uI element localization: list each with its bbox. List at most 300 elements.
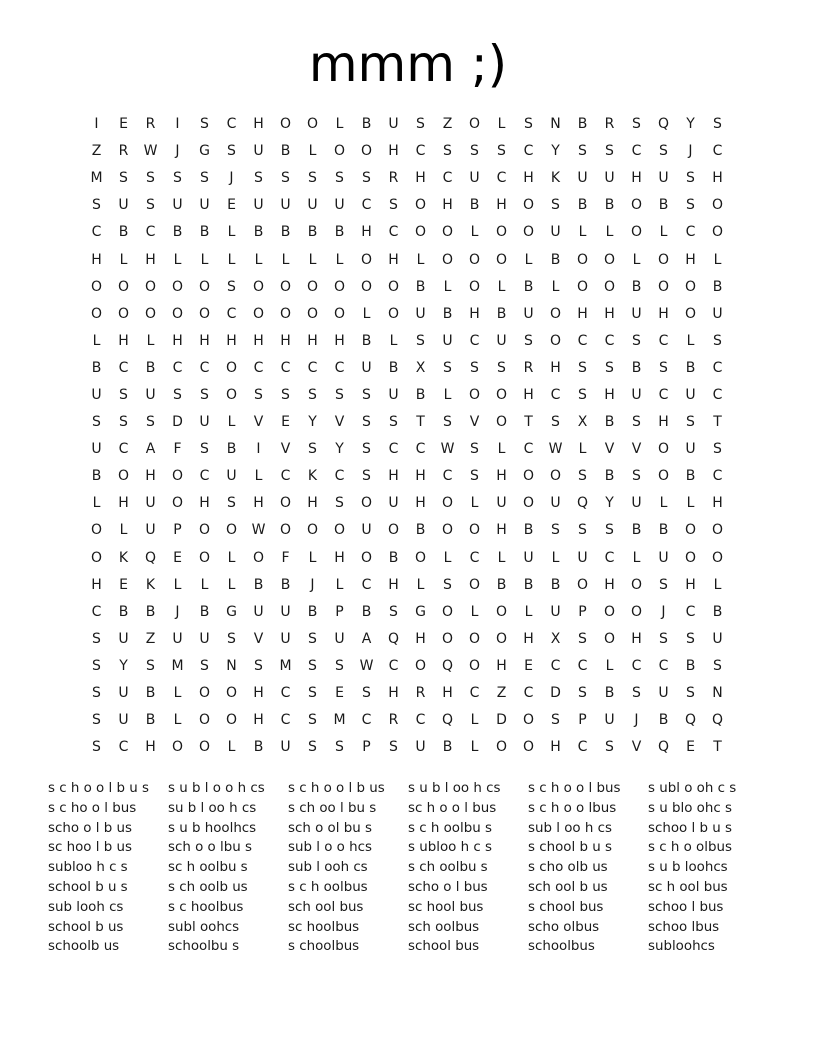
grid-letter: O (198, 278, 211, 295)
grid-letter: V (280, 441, 291, 458)
grid-letter: O (414, 197, 427, 214)
grid-letter: H (712, 170, 723, 187)
grid-letter: O (387, 522, 400, 539)
grid-letter: S (119, 170, 128, 187)
grid-letter: L (362, 305, 371, 322)
grid-letter: U (469, 170, 480, 187)
grid-letter: M (90, 170, 103, 187)
grid-letter: C (388, 657, 399, 674)
grid-letter: O (198, 522, 211, 539)
word-list-item: sch oolbus (408, 919, 480, 935)
grid-letter: O (90, 278, 103, 295)
grid-letter: O (657, 251, 670, 268)
grid-letter: S (308, 712, 317, 729)
grid-letter: L (254, 251, 263, 268)
grid-letter: L (173, 685, 182, 702)
grid-letter: H (631, 170, 642, 187)
grid-letter: L (119, 522, 128, 539)
grid-letter: S (281, 170, 290, 187)
grid-letter: U (145, 386, 156, 403)
grid-letter: O (522, 712, 535, 729)
grid-letter: B (199, 603, 210, 620)
grid-letter: C (604, 549, 615, 566)
grid-letter: U (118, 712, 129, 729)
grid-letter: L (227, 549, 236, 566)
grid-letter: S (308, 441, 317, 458)
grid-letter: S (632, 116, 641, 133)
grid-letter: O (414, 224, 427, 241)
grid-letter: O (522, 224, 535, 241)
grid-letter: H (658, 414, 669, 431)
grid-letter: H (631, 630, 642, 647)
grid-letter: O (603, 603, 616, 620)
grid-letter: Q (576, 495, 589, 512)
grid-row (83, 274, 731, 301)
grid-letter: L (497, 278, 506, 295)
grid-letter: S (470, 359, 479, 376)
grid-letter: R (145, 116, 156, 133)
grid-letter: C (496, 170, 507, 187)
word-list-item: s c h o o lbus (528, 800, 617, 816)
grid-letter: O (441, 495, 454, 512)
word-list-item: s u b l oo h cs (408, 781, 501, 796)
grid-letter: O (495, 739, 508, 756)
grid-letter: B (280, 576, 291, 593)
grid-letter: S (551, 414, 560, 431)
word-list-column (408, 779, 528, 957)
grid-letter: H (415, 468, 426, 485)
grid-letter: C (361, 712, 372, 729)
grid-letter: O (684, 549, 697, 566)
grid-letter: H (496, 522, 507, 539)
grid-letter: S (254, 657, 263, 674)
grid-letter: H (415, 630, 426, 647)
word-list-item: s ubl o oh c s (648, 781, 737, 796)
grid-letter: T (713, 414, 722, 431)
grid-letter: S (686, 170, 695, 187)
grid-letter: C (361, 576, 372, 593)
grid-letter: C (334, 468, 345, 485)
grid-letter: L (200, 251, 209, 268)
grid-letter: U (415, 305, 426, 322)
grid-letter: S (200, 386, 209, 403)
grid-letter: K (145, 576, 156, 593)
grid-letter: S (659, 576, 668, 593)
grid-letter: B (361, 332, 372, 349)
grid-letter: O (441, 224, 454, 241)
grid-letter: V (469, 414, 480, 431)
grid-letter: O (117, 305, 130, 322)
grid-letter: U (550, 224, 561, 241)
grid-letter: L (497, 441, 506, 458)
word-list-item: sch o ol bu s (288, 820, 372, 836)
grid-letter: U (631, 495, 642, 512)
grid-letter: O (306, 116, 319, 133)
grid-letter: C (91, 603, 102, 620)
grid-letter: L (551, 549, 560, 566)
grid-letter: S (632, 468, 641, 485)
grid-letter: U (658, 549, 669, 566)
grid-letter: U (388, 495, 399, 512)
grid-letter: K (307, 468, 318, 485)
grid-letter: Y (119, 657, 128, 674)
grid-letter: X (550, 630, 561, 647)
grid-letter: O (333, 278, 346, 295)
grid-letter: F (173, 441, 182, 458)
grid-letter: C (388, 224, 399, 241)
grid-letter: S (632, 685, 641, 702)
grid-letter: S (335, 170, 344, 187)
grid-letter: S (659, 143, 668, 160)
grid-letter: I (256, 441, 261, 458)
grid-row (83, 572, 731, 599)
grid-letter: S (308, 739, 317, 756)
word-list-item: s c hoolbus (168, 899, 244, 915)
grid-letter: S (713, 657, 722, 674)
grid-letter: H (388, 251, 399, 268)
grid-letter: S (470, 441, 479, 458)
grid-letter: S (686, 197, 695, 214)
grid-letter: L (227, 224, 236, 241)
grid-letter: O (657, 278, 670, 295)
grid-letter: S (389, 414, 398, 431)
grid-letter: C (118, 739, 129, 756)
grid-letter: O (171, 305, 184, 322)
grid-letter: O (279, 305, 292, 322)
grid-letter: H (199, 332, 210, 349)
grid-row (83, 734, 731, 761)
grid-letter: S (308, 386, 317, 403)
grid-letter: S (578, 468, 587, 485)
grid-letter: H (199, 495, 210, 512)
grid-letter: U (496, 332, 507, 349)
grid-row (83, 138, 731, 165)
grid-letter: O (711, 224, 724, 241)
grid-letter: H (496, 657, 507, 674)
grid-letter: L (578, 224, 587, 241)
grid-letter: S (335, 386, 344, 403)
grid-letter: L (470, 712, 479, 729)
grid-letter: O (576, 251, 589, 268)
grid-letter: O (495, 224, 508, 241)
grid-letter: S (362, 468, 371, 485)
grid-letter: B (658, 197, 669, 214)
grid-letter: L (389, 332, 398, 349)
grid-letter: L (443, 386, 452, 403)
grid-letter: B (145, 712, 156, 729)
grid-letter: H (334, 332, 345, 349)
grid-letter: H (604, 305, 615, 322)
grid-letter: L (200, 576, 209, 593)
grid-letter: U (658, 170, 669, 187)
word-list (48, 779, 768, 957)
grid-letter: L (281, 251, 290, 268)
grid-letter: L (443, 278, 452, 295)
grid-letter: B (577, 116, 588, 133)
grid-letter: H (280, 332, 291, 349)
grid-letter: C (577, 657, 588, 674)
grid-letter: S (335, 657, 344, 674)
grid-letter: U (550, 495, 561, 512)
grid-letter: J (661, 603, 666, 620)
grid-letter: U (712, 630, 723, 647)
grid-letter: S (362, 414, 371, 431)
word-list-item: sub l o o hcs (288, 840, 372, 856)
grid-letter: H (550, 739, 561, 756)
grid-letter: O (198, 685, 211, 702)
grid-letter: L (470, 603, 479, 620)
grid-letter: O (198, 305, 211, 322)
grid-letter: S (470, 143, 479, 160)
grid-letter: U (253, 603, 264, 620)
grid-letter: S (632, 414, 641, 431)
grid-letter: C (658, 386, 669, 403)
grid-letter: H (469, 305, 480, 322)
grid-letter: S (389, 603, 398, 620)
grid-row (83, 301, 731, 328)
grid-letter: O (360, 495, 373, 512)
grid-letter: U (361, 359, 372, 376)
grid-row (83, 653, 731, 680)
grid-letter: E (281, 414, 290, 431)
grid-letter: O (360, 549, 373, 566)
grid-letter: B (631, 359, 642, 376)
grid-letter: O (495, 414, 508, 431)
grid-letter: H (712, 495, 723, 512)
grid-letter: S (308, 630, 317, 647)
grid-letter: U (631, 386, 642, 403)
grid-letter: D (496, 712, 507, 729)
grid-letter: O (495, 630, 508, 647)
grid-letter: S (389, 739, 398, 756)
grid-letter: S (146, 197, 155, 214)
grid-letter: C (550, 386, 561, 403)
grid-letter: R (388, 712, 399, 729)
grid-letter: Z (496, 685, 507, 702)
grid-letter: L (308, 143, 317, 160)
grid-letter: U (226, 468, 237, 485)
grid-letter: B (199, 224, 210, 241)
grid-letter: O (468, 116, 481, 133)
grid-letter: E (173, 549, 182, 566)
grid-letter: B (685, 359, 696, 376)
grid-row (83, 517, 731, 544)
grid-letter: S (632, 332, 641, 349)
word-list-item: s ubloo h c s (408, 840, 492, 856)
grid-letter: B (415, 278, 426, 295)
grid-letter: S (605, 143, 614, 160)
grid-letter: S (686, 685, 695, 702)
grid-letter: O (684, 305, 697, 322)
grid-letter: B (145, 685, 156, 702)
grid-letter: R (388, 170, 399, 187)
grid-letter: C (118, 441, 129, 458)
word-list-item: sc h oolbu s (168, 860, 248, 876)
word-list-column (648, 779, 768, 957)
grid-letter: O (495, 603, 508, 620)
grid-letter: U (577, 170, 588, 187)
grid-letter: S (119, 414, 128, 431)
grid-letter: R (523, 359, 534, 376)
grid-letter: U (550, 603, 561, 620)
grid-letter: O (549, 305, 562, 322)
grid-letter: E (227, 197, 236, 214)
grid-letter: Z (442, 116, 453, 133)
grid-letter: B (388, 549, 399, 566)
grid-letter: H (361, 224, 372, 241)
grid-letter: O (360, 251, 373, 268)
grid-letter: O (468, 576, 481, 593)
grid-letter: S (119, 386, 128, 403)
grid-letter: S (92, 685, 101, 702)
grid-letter: L (524, 251, 533, 268)
grid-letter: X (577, 414, 588, 431)
grid-row (83, 626, 731, 653)
word-list-item: s cho olb us (528, 860, 608, 876)
grid-letter: O (279, 278, 292, 295)
grid-letter: O (711, 197, 724, 214)
grid-letter: E (335, 685, 344, 702)
grid-letter: U (361, 522, 372, 539)
word-list-item: scho o l b us (48, 820, 132, 836)
grid-letter: O (144, 278, 157, 295)
grid-letter: B (91, 359, 102, 376)
grid-letter: O (495, 386, 508, 403)
grid-letter: S (173, 170, 182, 187)
grid-letter: B (415, 522, 426, 539)
grid-letter: S (497, 359, 506, 376)
grid-letter: B (658, 522, 669, 539)
grid-letter: B (685, 657, 696, 674)
grid-letter: H (145, 251, 156, 268)
grid-letter: E (119, 116, 128, 133)
grid-letter: S (200, 116, 209, 133)
grid-letter: K (118, 549, 129, 566)
grid-letter: U (604, 170, 615, 187)
grid-letter: B (280, 143, 291, 160)
grid-letter: V (253, 414, 264, 431)
grid-letter: S (578, 522, 587, 539)
grid-letter: B (496, 305, 507, 322)
grid-letter: L (497, 116, 506, 133)
grid-letter: S (524, 116, 533, 133)
grid-row (83, 192, 731, 219)
grid-letter: C (604, 332, 615, 349)
grid-letter: D (172, 414, 183, 431)
grid-letter: B (604, 197, 615, 214)
word-list-item: s ch oo l bu s (288, 800, 377, 816)
grid-letter: N (226, 657, 237, 674)
grid-letter: S (92, 197, 101, 214)
word-list-item: s c ho o l bus (48, 800, 137, 816)
grid-letter: L (605, 657, 614, 674)
grid-letter: L (146, 332, 155, 349)
grid-letter: T (416, 414, 425, 431)
grid-letter: C (523, 143, 534, 160)
grid-letter: Q (684, 712, 697, 729)
grid-letter: C (334, 359, 345, 376)
grid-letter: A (145, 441, 156, 458)
grid-letter: U (442, 332, 453, 349)
grid-letter: C (280, 468, 291, 485)
grid-letter: S (443, 576, 452, 593)
grid-letter: L (416, 251, 425, 268)
grid-letter: O (630, 224, 643, 241)
grid-letter: H (253, 495, 264, 512)
grid-letter: P (173, 522, 182, 539)
grid-letter: L (335, 576, 344, 593)
grid-letter: C (199, 468, 210, 485)
grid-letter: S (362, 685, 371, 702)
grid-letter: Y (335, 441, 344, 458)
grid-letter: O (603, 251, 616, 268)
grid-letter: B (388, 359, 399, 376)
grid-letter: Y (686, 116, 695, 133)
word-list-item: s u b l o o h cs (168, 781, 265, 796)
grid-letter: S (362, 386, 371, 403)
grid-letter: C (712, 359, 723, 376)
grid-letter: V (253, 630, 264, 647)
word-list-item: s c h o olbus (648, 840, 732, 856)
word-list-item: sc h o o l bus (408, 800, 497, 816)
grid-letter: U (91, 441, 102, 458)
grid-letter: H (550, 359, 561, 376)
grid-letter: Q (387, 630, 400, 647)
grid-letter: R (118, 143, 129, 160)
grid-letter: C (91, 224, 102, 241)
grid-letter: U (199, 630, 210, 647)
grid-letter: O (630, 197, 643, 214)
word-list-item: sub l oo h cs (528, 820, 612, 836)
grid-letter: S (605, 359, 614, 376)
grid-row (83, 355, 731, 382)
grid-letter: S (416, 332, 425, 349)
grid-letter: O (495, 251, 508, 268)
grid-letter: S (227, 495, 236, 512)
grid-letter: J (175, 603, 180, 620)
grid-letter: C (469, 685, 480, 702)
grid-letter: O (468, 657, 481, 674)
grid-letter: C (469, 549, 480, 566)
grid-letter: S (713, 441, 722, 458)
word-list-item: school b u s (48, 879, 128, 895)
word-list-item: schoo l b u s (648, 820, 732, 836)
grid-row (83, 328, 731, 355)
word-list-item: schoolb us (48, 939, 120, 955)
grid-letter: B (442, 305, 453, 322)
grid-letter: C (712, 468, 723, 485)
grid-letter: H (226, 332, 237, 349)
grid-letter: O (198, 712, 211, 729)
grid-letter: H (253, 685, 264, 702)
grid-row (83, 545, 731, 572)
grid-letter: O (468, 278, 481, 295)
grid-letter: O (603, 278, 616, 295)
grid-letter: C (685, 603, 696, 620)
grid-letter: B (118, 224, 129, 241)
grid-row (83, 707, 731, 734)
grid-letter: B (118, 603, 129, 620)
grid-letter: R (604, 116, 615, 133)
grid-letter: Q (441, 712, 454, 729)
word-list-item: schoo l bus (648, 899, 724, 915)
grid-letter: L (254, 468, 263, 485)
grid-row (83, 219, 731, 246)
grid-letter: L (173, 251, 182, 268)
grid-letter: J (310, 576, 315, 593)
grid-letter: U (685, 386, 696, 403)
grid-letter: S (227, 278, 236, 295)
